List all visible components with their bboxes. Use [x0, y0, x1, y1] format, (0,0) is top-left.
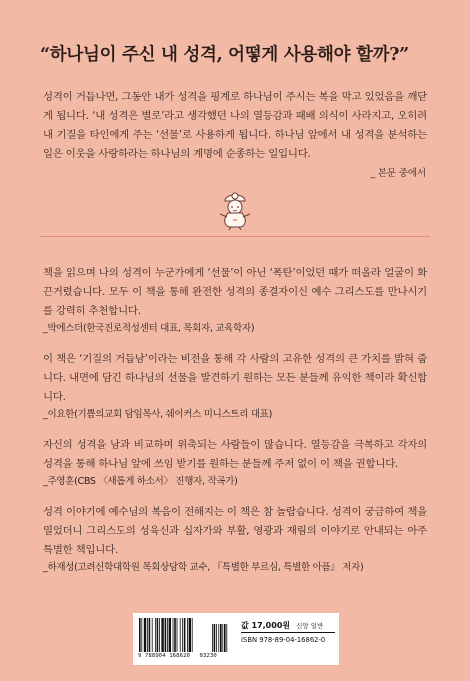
review-author: _박에스더(한국진로적성센터 대표, 목회자, 교육학자)	[43, 323, 255, 334]
review-body: 성격 이야기에 예수님의 복음이 전해지는 이 책은 참 놀랍습니다. 성격이 궁금하여 책을 열었더니 그리스도의 성육신과 십자가와 부활, 영광과 재림의 이야기로 안내되는 아주 특별한 책입니다.	[43, 506, 427, 556]
barcode-addon: 03230	[199, 653, 217, 659]
excerpt-paragraph: 성격이 거듭나면, 그동안 내가 성격을 핑계로 하나님이 주시는 복을 막고 있었음을 깨닫게 됩니다. ‘내 성격은 별로’라고 생각했던 나의 열등감과 패배 의식이 사라지고, 오히려 내 기질을 타인에게 주는 ‘선물’로 사용하게 됩니다. 하나님 앞에서 내 성격을 분석하는 일은 이웃을 사랑하라는 하나님의 계명에 순종하는 일입니다.	[43, 91, 427, 160]
review-body: 자신의 성격을 남과 비교하며 위축되는 사람들이 많습니다. 열등감을 극복하고 각자의 성격을 통해 하나님 앞에 쓰임 받기를 원하는 분들께 주저 없이 이 책을 권합니다.	[43, 439, 427, 470]
price-text: 값 17,000원	[241, 620, 291, 630]
review-list	[43, 264, 427, 589]
category-text: 신앙 일반	[296, 621, 324, 630]
section-divider	[40, 236, 430, 237]
review-author: _이요한(기쁨의교회 담임목사, 쉐이커스 미니스트리 대표)	[43, 409, 273, 420]
review-body: 이 책은 ‘기질의 거듭남’이라는 비전을 통해 각 사람의 고유한 성격의 큰 가치를 밝혀 줍니다. 내면에 담긴 하나님의 선물을 발견하기 원하는 모든 분들께 유익한 책이라 확신합니다.	[43, 353, 427, 403]
review-item	[43, 503, 427, 576]
price-row	[241, 618, 335, 633]
price-block	[241, 618, 335, 644]
headline-quote: “하나님이 주신 내 성격, 어떻게 사용해야 할까?”	[40, 45, 409, 65]
barcode-image	[138, 618, 234, 652]
review-item	[43, 436, 427, 490]
barcode-digits	[138, 653, 232, 659]
barcode-label	[133, 613, 339, 665]
excerpt-source: _ 본문 중에서	[370, 168, 426, 179]
review-author: _주영훈(CBS 〈새롭게 하소서〉 진행자, 작곡가)	[43, 476, 238, 487]
cartoon-character-icon	[211, 187, 259, 231]
review-body: 책을 읽으며 나의 성격이 누군가에게 ‘선물’이 아닌 ‘폭탄’이었던 때가 떠올라 얼굴이 화끈거렸습니다. 모두 이 책을 통해 완전한 성격의 종결자이신 예수 그리스도를 만나시기를 강력히 추천합니다.	[43, 267, 427, 317]
review-author: _하재성(고려신학대학원 목회상담학 교수, 『특별한 부르심, 특별한 아픔』 저자)	[43, 562, 364, 573]
isbn-text: ISBN 978-89-04-16862-0	[241, 636, 326, 644]
review-item	[43, 264, 427, 337]
barcode-number: 9 788904 168620	[138, 653, 191, 659]
review-item	[43, 350, 427, 423]
